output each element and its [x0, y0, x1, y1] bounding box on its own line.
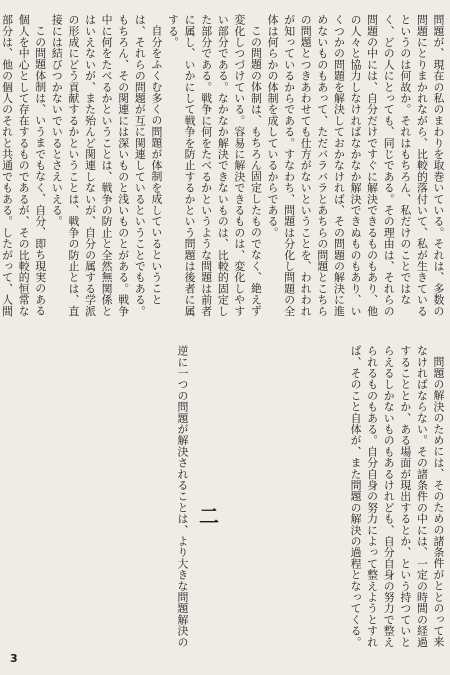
paragraph: 問題が、現在の私のまわりを取巻いている。それは、多数の問題にとりまかれながら、比較的落付いて、私が生きているというのは何故か。それはもちろん、私だけのことではなく、どの人にとっても、同じである。その理由は、それらの問題の中には、自分だけですぐに解決できるものもあり、他の人々と協力しなければなかなか解決できぬものもあり、いくつかの問題を解決しておかなければ、その問題の解決に進めないものもあって、ただバラバラとあちらの問題とこちらの問題とつきあわせても仕方がないということを、われわれが知っているからである。すなわち、問題は分化し問題の全体は何らかの体制を成しているからである。	[266, 14, 445, 317]
page-number: 3	[10, 652, 18, 665]
bottom-right-text-block	[229, 345, 446, 655]
paragraph: 自分をふくむ多くの問題が体制を成しているということは、それらの問題が互に関連しているということでもある。もちろん、その関連には深いものと浅いものとがある。戦争中に何をたべるかということは、戦争の防止と全然無関係とはいえないが、また殆んど関連しないが、自分の属する学派の形成にどう貢献するかということは、戦争の防止とは、直接には結びつかないでいるとさえいえる。	[50, 14, 163, 317]
section-heading: 二	[199, 504, 219, 528]
paragraph: 問題の解決のためには、そのための諸条件がととのって来なければならない。その諸条件の中には、一定の時間の経過することとか、ある場面が現出するとか、という持つていとらえるしかないものもあるけれども、自分自身の努力で整えられるものもある。自分自身の努力によって整えようとすれば、そのこと自体が、また問題の解決の過程となってくる。	[349, 345, 445, 648]
top-text-block	[0, 14, 446, 326]
bottom-left-text-block	[14, 345, 190, 655]
paragraph: この問題体制は、いうまでもなく、自分、即ち現実のある個人を中心として存在するものであるが、その比較的恒常な部分は、他の個人のそれと共通でもある。したがって、人間	[0, 14, 47, 317]
paragraph: この問題の体制は、もちろん固定したものでなく、絶えず変化しつづけている。容易に解決できるものは、変化しやすい部分である。なかなか解決できないものは、比較的固定した部分である。戦争に何をたべるかというような問題は前者に属し、いかにして戦争を防止するかという問題は後者に属する。	[166, 14, 263, 317]
paragraph: 逆に一つの問題が解決されることは、より大きな問題解決の	[176, 345, 189, 648]
